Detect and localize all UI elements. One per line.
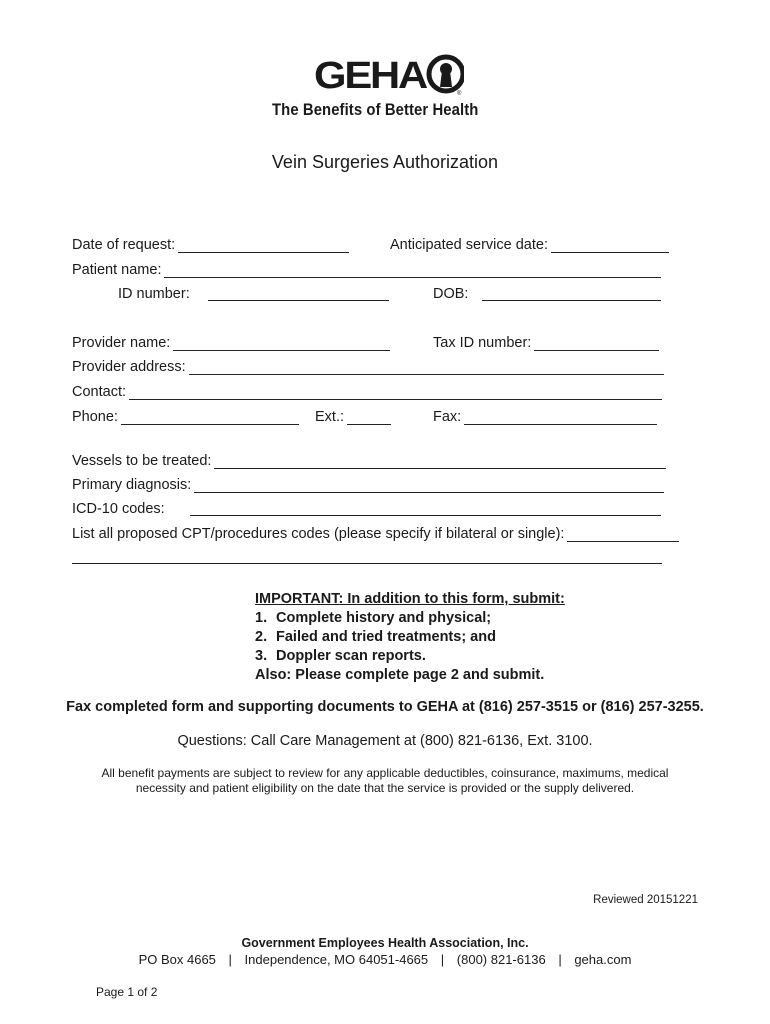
patient-name-label: Patient name: bbox=[72, 262, 162, 278]
footer-city: Independence, MO 64051-4665 bbox=[244, 952, 429, 967]
ext-label: Ext.: bbox=[315, 409, 345, 425]
tax-id-number-label: Tax ID number: bbox=[433, 335, 532, 351]
page-number: Page 1 of 2 bbox=[96, 985, 158, 999]
tax-id-number-input[interactable] bbox=[534, 337, 659, 351]
cpt-codes-input-continued[interactable] bbox=[72, 563, 662, 564]
date-of-request-input[interactable] bbox=[178, 239, 349, 253]
date-of-request-field[interactable] bbox=[72, 237, 349, 253]
important-item bbox=[255, 628, 565, 647]
primary-diagnosis-input[interactable] bbox=[194, 479, 664, 493]
geha-logo bbox=[314, 54, 464, 96]
primary-diagnosis-label: Primary diagnosis: bbox=[72, 477, 192, 493]
footer-phone: (800) 821-6136 bbox=[456, 952, 546, 967]
provider-name-input[interactable] bbox=[173, 337, 390, 351]
icd10-label: ICD-10 codes: bbox=[72, 501, 165, 517]
cpt-codes-label: List all proposed CPT/procedures codes (please specify if bilateral or single): bbox=[72, 526, 565, 542]
contact-label: Contact: bbox=[72, 384, 126, 400]
provider-address-field[interactable] bbox=[72, 359, 664, 375]
vessels-label: Vessels to be treated: bbox=[72, 453, 212, 469]
footer-separator: | bbox=[558, 952, 562, 967]
contact-field[interactable] bbox=[72, 384, 662, 400]
phone-label: Phone: bbox=[72, 409, 118, 425]
provider-name-field[interactable] bbox=[72, 335, 390, 351]
svg-text:®: ® bbox=[457, 91, 462, 96]
id-number-input[interactable] bbox=[208, 300, 389, 301]
fax-input[interactable] bbox=[464, 411, 657, 425]
ext-input[interactable] bbox=[347, 411, 391, 425]
footer-org: Government Employees Health Association, Inc. bbox=[241, 936, 529, 950]
important-box bbox=[255, 590, 565, 685]
footer-separator: | bbox=[228, 952, 232, 967]
footer-website[interactable]: geha.com bbox=[574, 952, 632, 967]
footer-address bbox=[0, 952, 770, 967]
footer-po-box: PO Box 4665 bbox=[138, 952, 216, 967]
keyhole-icon bbox=[429, 57, 463, 91]
important-item-text: Complete history and physical; bbox=[276, 610, 492, 626]
important-item-num: 2. bbox=[255, 629, 268, 645]
contact-input[interactable] bbox=[129, 386, 662, 400]
tagline: The Benefits of Better Health bbox=[272, 101, 479, 119]
cpt-codes-input[interactable] bbox=[567, 528, 679, 542]
provider-address-label: Provider address: bbox=[72, 359, 186, 375]
vessels-field[interactable] bbox=[72, 453, 666, 469]
important-item-text: Failed and tried treatments; and bbox=[276, 629, 496, 645]
icd10-field[interactable] bbox=[72, 501, 165, 517]
important-item-num: 1. bbox=[255, 610, 268, 626]
reviewed-date: Reviewed 20151221 bbox=[593, 894, 698, 906]
tax-id-number-field[interactable] bbox=[433, 335, 659, 351]
important-heading: IMPORTANT: In addition to this form, submit: bbox=[255, 591, 565, 607]
provider-address-input[interactable] bbox=[189, 361, 664, 375]
primary-diagnosis-field[interactable] bbox=[72, 477, 664, 493]
anticipated-service-date-label: Anticipated service date: bbox=[390, 237, 548, 253]
anticipated-service-date-input[interactable] bbox=[551, 239, 669, 253]
patient-name-input[interactable] bbox=[164, 264, 661, 278]
vessels-input[interactable] bbox=[214, 455, 666, 469]
important-also: Also: Please complete page 2 and submit. bbox=[255, 667, 545, 683]
anticipated-service-date-field[interactable] bbox=[390, 237, 669, 253]
important-item bbox=[255, 647, 565, 666]
phone-input[interactable] bbox=[121, 411, 299, 425]
important-item-num: 3. bbox=[255, 648, 268, 664]
date-of-request-label: Date of request: bbox=[72, 237, 176, 253]
dob-field[interactable] bbox=[433, 286, 468, 302]
dob-input[interactable] bbox=[482, 300, 661, 301]
important-item-text: Doppler scan reports. bbox=[276, 648, 426, 664]
disclaimer-text: All benefit payments are subject to review for any applicable deductibles, coinsurance, maximums, medical necessity and patient eligibility on the date that the service is provided or the supply delivered. bbox=[101, 766, 669, 795]
fax-field[interactable] bbox=[433, 409, 657, 425]
dob-label: DOB: bbox=[433, 286, 469, 302]
geha-logo-text: GEHA bbox=[314, 55, 428, 96]
phone-field[interactable] bbox=[72, 409, 299, 425]
footer-separator: | bbox=[440, 952, 445, 967]
patient-name-field[interactable] bbox=[72, 262, 661, 278]
fax-label: Fax: bbox=[433, 409, 462, 425]
id-number-label: ID number: bbox=[118, 286, 190, 302]
important-item bbox=[255, 609, 565, 628]
fax-instructions: Fax completed form and supporting documents to GEHA at (816) 257-3515 or (816) 257-3255. bbox=[66, 699, 704, 715]
form-title: Vein Surgeries Authorization bbox=[271, 152, 499, 172]
icd10-input[interactable] bbox=[190, 515, 661, 516]
ext-field[interactable] bbox=[315, 409, 391, 425]
questions-text: Questions: Call Care Management at (800) 821-6136, Ext. 3100. bbox=[177, 733, 593, 749]
cpt-codes-field[interactable] bbox=[72, 526, 679, 542]
id-number-field[interactable] bbox=[118, 286, 190, 302]
provider-name-label: Provider name: bbox=[72, 335, 171, 351]
